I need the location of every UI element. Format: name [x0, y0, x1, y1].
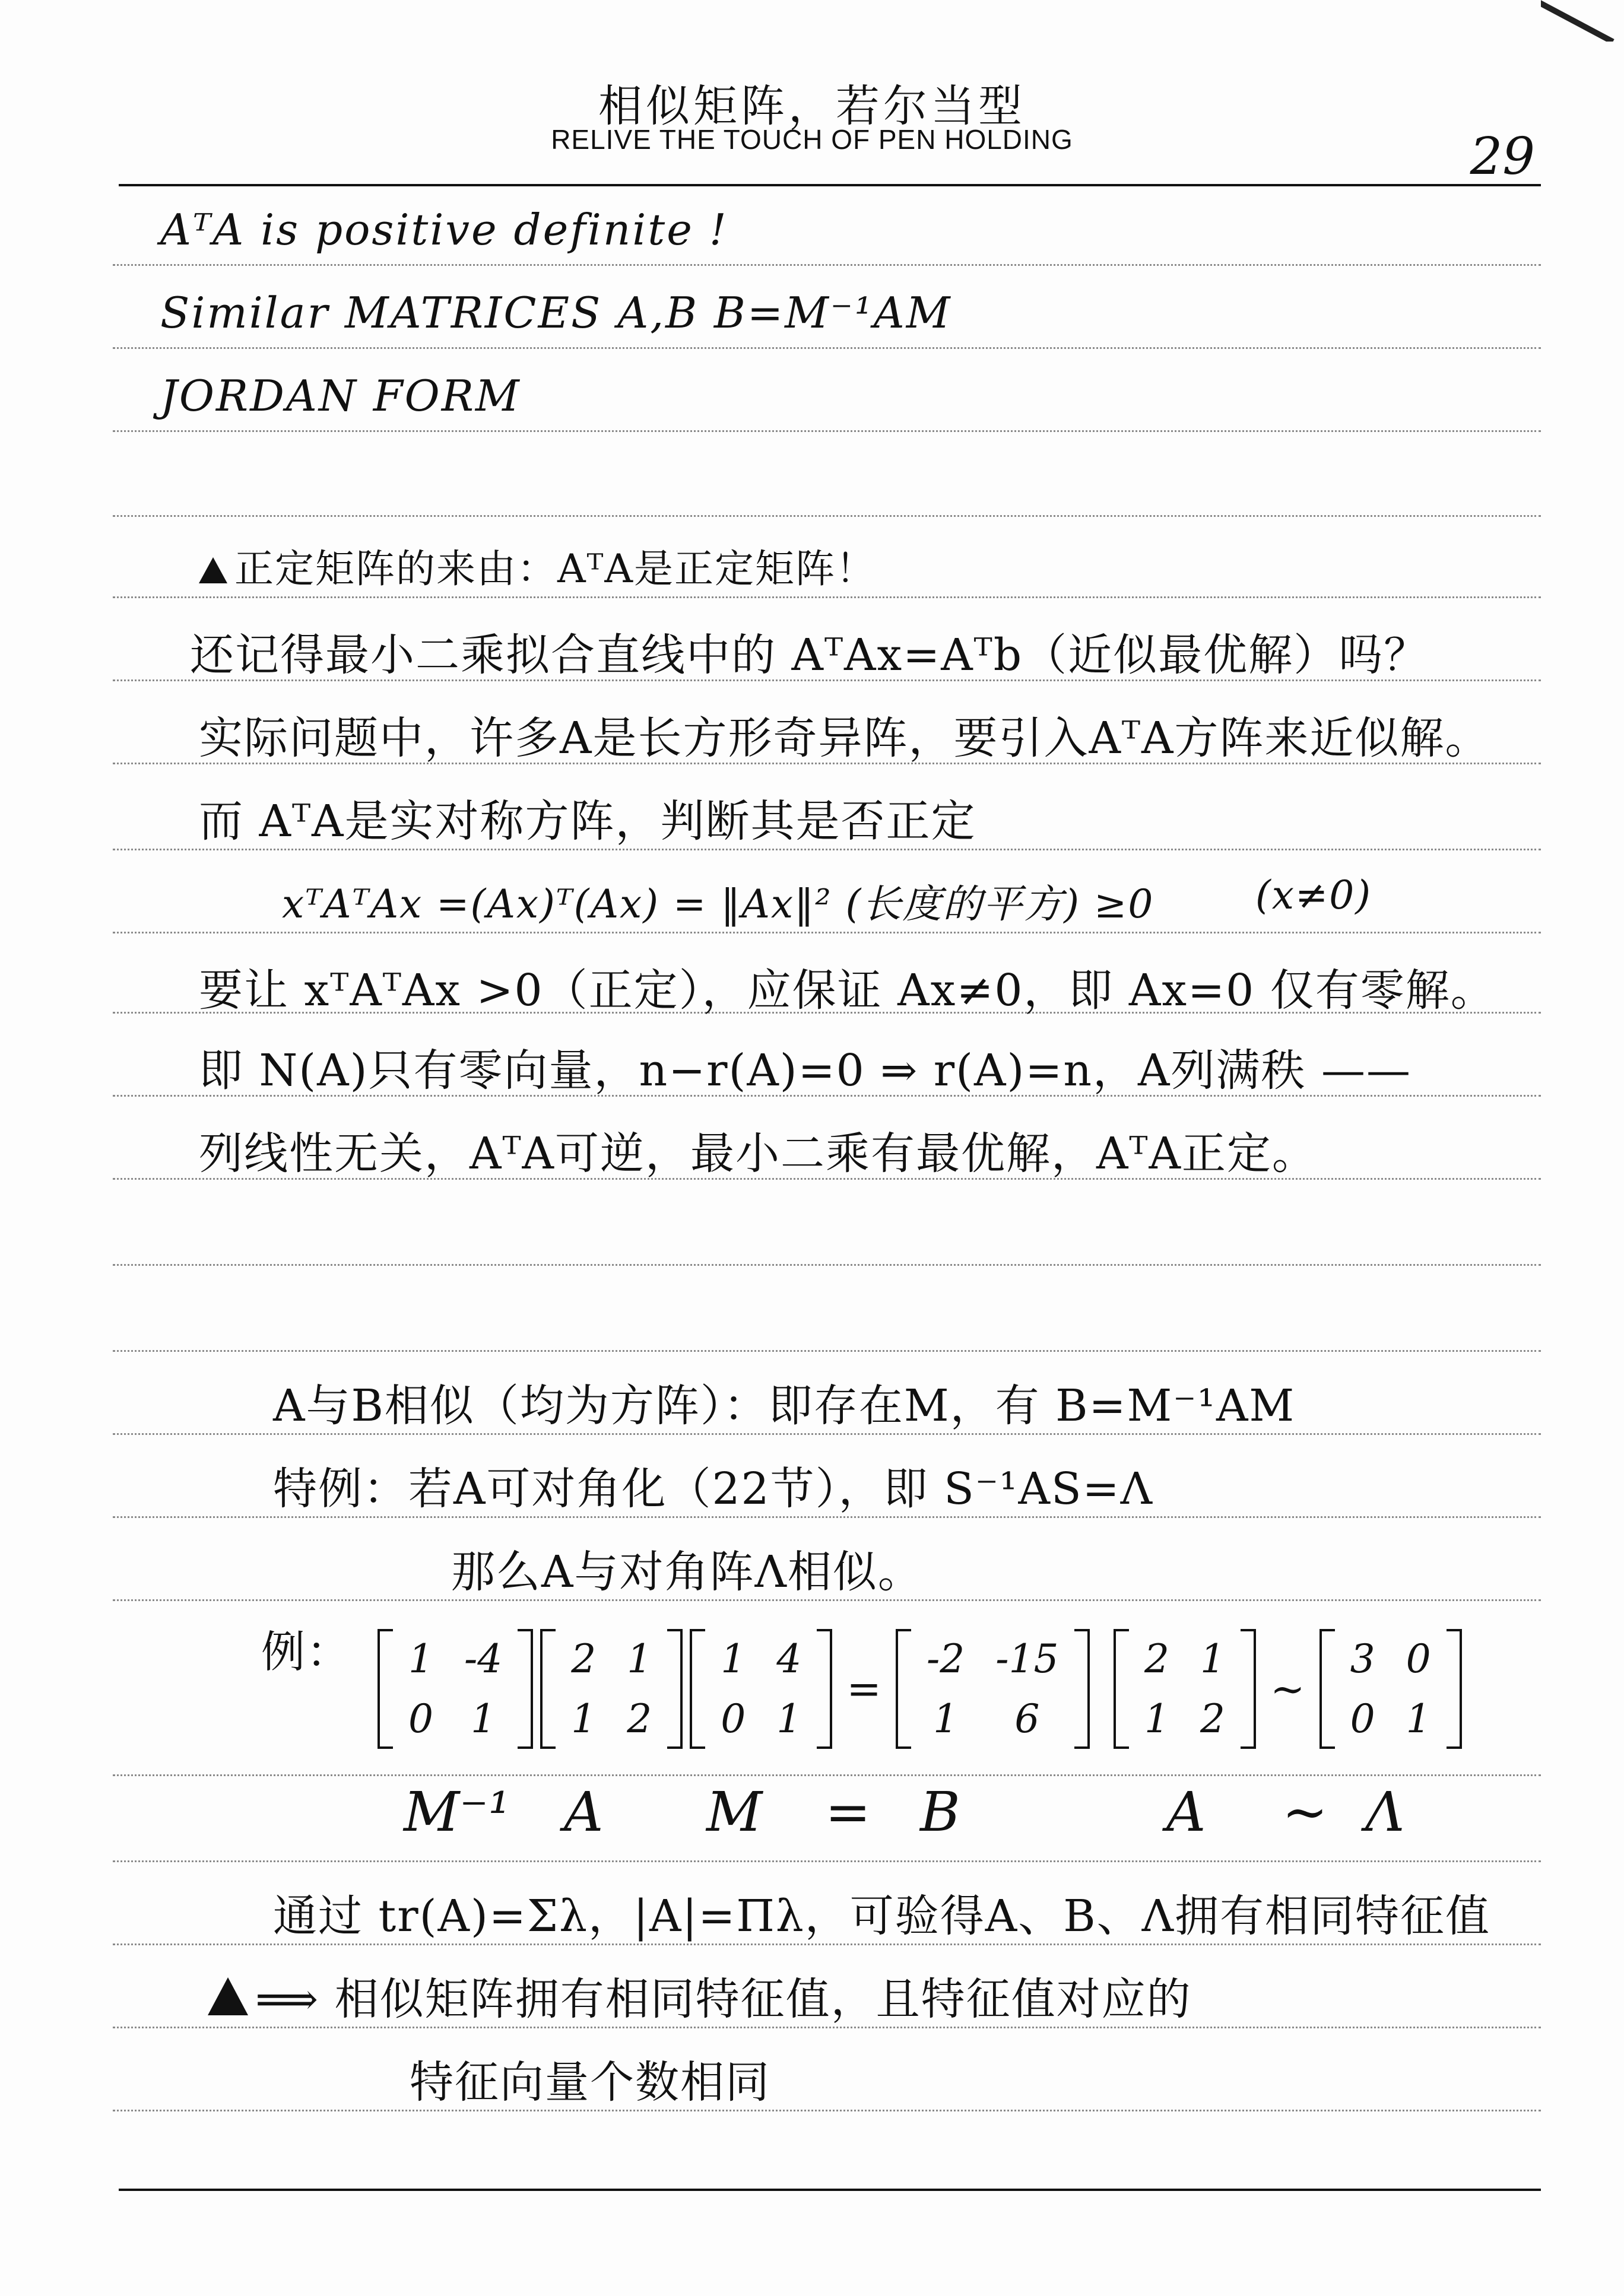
line-text: 正定矩阵的来由：AᵀA是正定矩阵！ — [234, 546, 877, 592]
line-norm-inequality: xᵀAᵀAx =(Ax)ᵀ(Ax) = ‖Ax‖² (长度的平方) ≥0 — [282, 881, 1154, 927]
label-lambda: Λ — [1365, 1780, 1405, 1844]
header-title-en: RELIVE THE TOUCH OF PEN HOLDING — [551, 124, 1073, 155]
line-column-independent: 列线性无关，AᵀA可逆，最小二乘有最优解，AᵀA正定。 — [199, 1128, 1317, 1179]
similar-sign: ~ — [1270, 1665, 1305, 1713]
matrix-m: 1 4 0 1 — [690, 1629, 832, 1749]
matrix-m-inverse: 1 -4 0 1 — [378, 1629, 533, 1749]
label-similar: ~ — [1282, 1780, 1328, 1844]
matrix-a: 2 1 1 2 — [540, 1629, 683, 1749]
label-m: M — [706, 1780, 763, 1844]
matrix-b: -2 -15 1 6 — [896, 1629, 1090, 1749]
line-similar-matrices: Similar MATRICES A,B B=M⁻¹AM — [160, 288, 952, 338]
corner-pen-mark — [1541, 0, 1624, 42]
ruled-line — [113, 430, 1541, 432]
bottom-rule — [119, 2189, 1541, 2191]
ruled-line — [113, 515, 1541, 517]
equals-sign: = — [846, 1665, 881, 1713]
line-jordan-form: JORDAN FORM — [160, 371, 521, 421]
ruled-line — [113, 347, 1541, 349]
label-equals: = — [825, 1780, 871, 1844]
example-product-equation — [374, 1629, 1093, 1749]
ruled-line — [113, 932, 1541, 933]
ruled-line — [113, 2110, 1541, 2111]
matrix-a-second: 2 1 1 2 — [1114, 1629, 1256, 1749]
line-trace-determinant: 通过 tr(A)=Σλ，|A|=Πλ，可验得A、B、Λ拥有相同特征值 — [273, 1891, 1491, 1942]
header-title-cn: 相似矩阵，若尔当型 — [598, 81, 1026, 132]
ruled-line — [113, 1860, 1541, 1862]
line-similarity-definition: A与B相似（均为方阵）：即存在M，有 B=M⁻¹AM — [273, 1380, 1296, 1431]
example-label: 例： — [261, 1627, 351, 1678]
label-b: B — [920, 1780, 960, 1844]
triangle-bullet-icon — [199, 557, 227, 583]
matrix-lambda: 3 0 0 1 — [1320, 1629, 1462, 1749]
line-conclusion — [208, 1964, 1192, 2027]
triangle-bullet-icon — [208, 1977, 248, 2015]
label-a: A — [564, 1780, 604, 1844]
ruled-line — [113, 1774, 1541, 1776]
line-text: ⟹ 相似矩阵拥有相同特征值，且特征值对应的 — [255, 1974, 1192, 2025]
ruled-line — [113, 596, 1541, 598]
label-m-inverse: M⁻¹ — [404, 1780, 510, 1844]
line-null-space: 即 N(A)只有零向量，n−r(A)=0 ⇒ r(A)=n，A列满秩 —— — [199, 1045, 1412, 1096]
line-least-squares: 还记得最小二乘拟合直线中的 AᵀAx=Aᵀb（近似最优解）吗？ — [190, 630, 1429, 681]
ruled-line — [113, 1350, 1541, 1352]
line-special-case: 特例：若A可对角化（22节），即 S⁻¹AS=Λ — [273, 1463, 1154, 1514]
line-rectangular-singular: 实际问题中，许多A是长方形奇异阵，要引入AᵀA方阵来近似解。 — [199, 713, 1490, 764]
ruled-line — [113, 1264, 1541, 1266]
line-ax-nonzero: 要让 xᵀAᵀAx >0（正定），应保证 Ax≠0，即 Ax=0 仅有零解。 — [199, 965, 1496, 1016]
line-positive-definite-origin — [199, 537, 876, 593]
label-a-second: A — [1166, 1780, 1206, 1844]
line-x-nonzero: (x≠0) — [1255, 872, 1372, 918]
example-similarity — [1110, 1629, 1466, 1749]
line-real-symmetric: 而 AᵀA是实对称方阵，判断其是否正定 — [199, 796, 976, 847]
line-ata-positive-definite: AᵀA is positive definite ! — [160, 205, 728, 255]
ruled-line — [113, 264, 1541, 266]
line-eigenvector-count: 特征向量个数相同 — [410, 2057, 770, 2108]
page-number: 29 — [1470, 127, 1535, 186]
line-diagonal-similar: 那么A与对角阵Λ相似。 — [451, 1546, 923, 1598]
top-rule — [119, 184, 1541, 186]
